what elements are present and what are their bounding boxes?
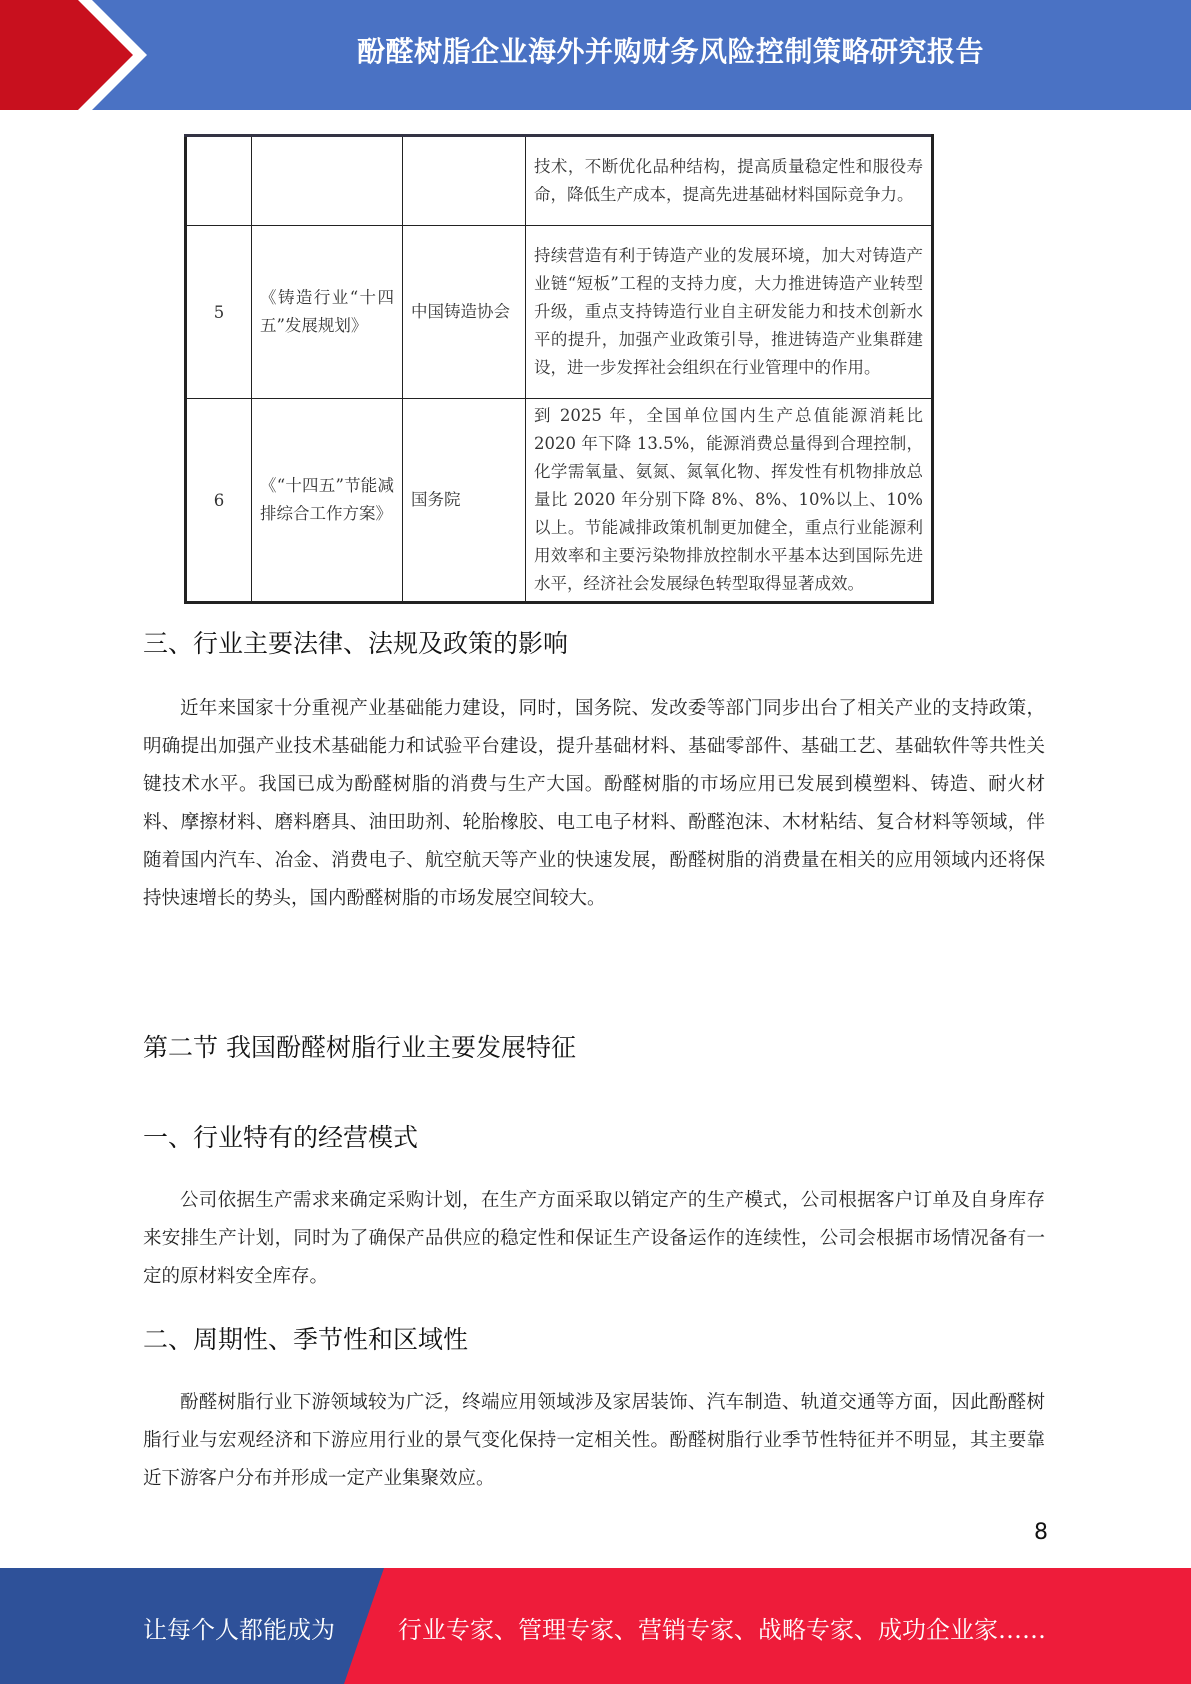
section-heading-cyclicality: 二、周期性、季节性和区域性 bbox=[143, 1325, 469, 1354]
paragraph-policy-impact: 近年来国家十分重视产业基础能力建设，同时，国务院、发改委等部门同步出台了相关产业的支持政策，明确提出加强产业技术基础能力和试验平台建设，提升基础材料、基础零部件、基础工艺、基础软件等共性关键技术水平。我国已成为酚醛树脂的消费与生产大国。酚醛树脂的市场应用已发展到模塑料、铸造、耐火材料、摩擦材料、磨料磨具、油田助剂、轮胎橡胶、电工电子材料、酚醛泡沫、木材粘结、复合材料等领域，伴随着国内汽车、冶金、消费电子、航空航天等产业的快速发展，酚醛树脂的消费量在相关的应用领域内还将保持快速增长的势头，国内酚醛树脂的市场发展空间较大。 bbox=[143, 698, 1045, 909]
table-row bbox=[186, 226, 933, 399]
footer-slogan-right: 行业专家、管理专家、营销专家、战略专家、成功企业家…… bbox=[398, 1616, 1046, 1644]
page-footer bbox=[0, 1568, 1191, 1684]
table-row bbox=[186, 399, 933, 603]
table-row bbox=[186, 136, 933, 226]
header-chevron-decoration bbox=[0, 0, 160, 110]
cell-number bbox=[186, 136, 252, 226]
policy-table bbox=[184, 134, 934, 604]
report-title: 酚醛树脂企业海外并购财务风险控制策略研究报告 bbox=[356, 35, 984, 68]
paragraph-business-model: 公司依据生产需求来确定采购计划，在生产方面采取以销定产的生产模式，公司根据客户订单及自身库存来安排生产计划，同时为了确保产品供应的稳定性和保证生产设备运作的连续性，公司会根据市场情况备有一定的原材料安全库存。 bbox=[143, 1190, 1045, 1287]
cell-number: 5 bbox=[186, 226, 252, 399]
footer-slogan-left: 让每个人都能成为 bbox=[143, 1616, 335, 1644]
section-heading-business-model: 一、行业特有的经营模式 bbox=[143, 1123, 419, 1152]
section-heading-policy-impact: 三、行业主要法律、法规及政策的影响 bbox=[143, 629, 569, 658]
page-header bbox=[0, 0, 1191, 110]
cell-content: 技术，不断优化品种结构，提高质量稳定性和服役寿命，降低生产成本，提高先进基础材料国际竞争力。 bbox=[526, 136, 933, 226]
cell-number: 6 bbox=[186, 399, 252, 603]
cell-policy-name bbox=[252, 136, 403, 226]
cell-issuer: 国务院 bbox=[403, 399, 526, 603]
chapter-heading: 第二节 我国酚醛树脂行业主要发展特征 bbox=[143, 1033, 576, 1062]
page-number: 8 bbox=[1034, 1520, 1048, 1545]
cell-content: 持续营造有利于铸造产业的发展环境，加大对铸造产业链“短板”工程的支持力度，大力推进铸造产业转型升级，重点支持铸造行业自主研发能力和技术创新水平的提升，加强产业政策引导，推进铸造产业集群建设，进一步发挥社会组织在行业管理中的作用。 bbox=[526, 226, 933, 399]
cell-policy-name: 《铸造行业“十四五”发展规划》 bbox=[252, 226, 403, 399]
paragraph-cyclicality: 酚醛树脂行业下游领域较为广泛，终端应用领域涉及家居装饰、汽车制造、轨道交通等方面，因此酚醛树脂行业与宏观经济和下游应用行业的景气变化保持一定相关性。酚醛树脂行业季节性特征并不明显，其主要靠近下游客户分布并形成一定产业集聚效应。 bbox=[143, 1392, 1045, 1489]
cell-issuer bbox=[403, 136, 526, 226]
cell-issuer: 中国铸造协会 bbox=[403, 226, 526, 399]
cell-content: 到 2025 年，全国单位国内生产总值能源消耗比 2020 年下降 13.5%，能源消费总量得到合理控制，化学需氧量、氨氮、氮氧化物、挥发性有机物排放总量比 2020 年分别下降 8%、8%、10%以上、10%以上。节能减排政策机制更加健全，重点行业能源利用效率和主要污染物排放控制水平基本达到国际先进水平，经济社会发展绿色转型取得显著成效。 bbox=[526, 399, 933, 603]
cell-policy-name: 《“十四五”节能减排综合工作方案》 bbox=[252, 399, 403, 603]
